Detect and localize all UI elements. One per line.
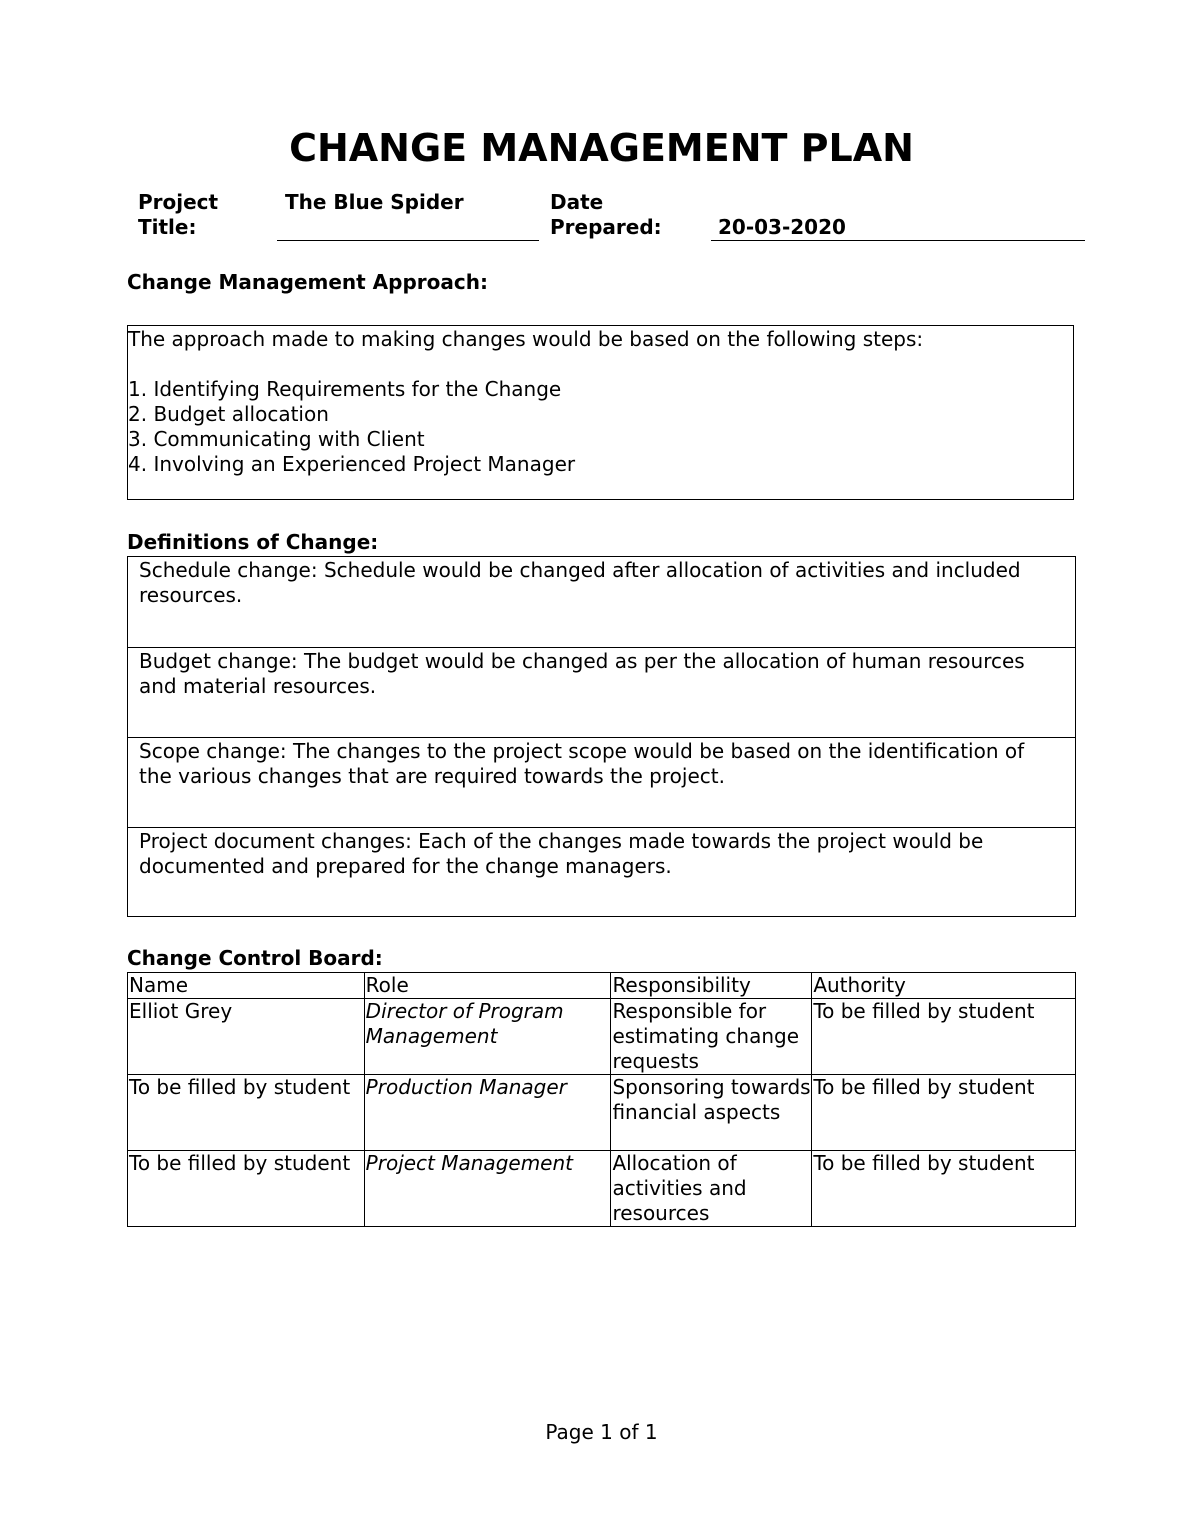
approach-intro: The approach made to making changes would be based on the following steps: xyxy=(128,327,924,351)
date-prepared-label-line-1: Date xyxy=(550,190,604,214)
table-row xyxy=(128,1075,1076,1151)
page-number: Page 1 of 1 xyxy=(545,1420,658,1444)
definitions-heading: Definitions of Change: xyxy=(127,530,379,554)
project-title-label xyxy=(138,190,218,240)
table-row xyxy=(128,999,1076,1075)
project-title-value: The Blue Spider xyxy=(285,190,464,214)
approach-heading: Change Management Approach: xyxy=(127,270,488,294)
approach-step: 4. Involving an Experienced Project Manager xyxy=(128,452,576,476)
definition-document-change: Project document changes: Each of the changes made towards the project would be documented and prepared for the change managers. xyxy=(128,827,1075,917)
cell-responsibility: Responsible for estimating change requests xyxy=(611,999,812,1075)
column-header-role: Role xyxy=(364,973,611,999)
cell-authority: To be filled by student xyxy=(812,1075,1076,1151)
cell-role: Project Management xyxy=(364,1151,611,1227)
approach-step: 3. Communicating with Client xyxy=(128,427,425,451)
definition-scope-change: Scope change: The changes to the project scope would be based on the identification of the various changes that are required towards the project. xyxy=(128,737,1075,827)
project-title-label-line-2: Title: xyxy=(138,215,197,239)
cell-responsibility: Allocation of activities and resources xyxy=(611,1151,812,1227)
cell-name: To be filled by student xyxy=(128,1075,365,1151)
definition-budget-change: Budget change: The budget would be changed as per the allocation of human resources and material resources. xyxy=(128,647,1075,737)
date-prepared-value: 20-03-2020 xyxy=(718,215,846,239)
cell-name: Elliot Grey xyxy=(128,999,365,1075)
cell-name: To be filled by student xyxy=(128,1151,365,1227)
project-title-label-line-1: Project xyxy=(138,190,219,214)
cell-authority: To be filled by student xyxy=(812,999,1076,1075)
date-prepared-label-line-2: Prepared: xyxy=(550,215,662,239)
ccb-heading: Change Control Board: xyxy=(127,946,383,970)
approach-step: 1. Identifying Requirements for the Change xyxy=(128,377,562,401)
column-header-responsibility: Responsibility xyxy=(611,973,812,999)
table-row xyxy=(128,1151,1076,1227)
definition-schedule-change: Schedule change: Schedule would be changed after allocation of activities and included resources. xyxy=(139,558,1021,607)
date-prepared-underline xyxy=(711,240,1085,241)
cell-authority: To be filled by student xyxy=(812,1151,1076,1227)
cell-role: Director of Program Management xyxy=(364,999,611,1075)
ccb-header-row xyxy=(128,973,1076,999)
cell-role: Production Manager xyxy=(364,1075,611,1151)
approach-box xyxy=(127,325,1074,500)
approach-step: 2. Budget allocation xyxy=(128,402,329,426)
column-header-authority: Authority xyxy=(812,973,1076,999)
column-header-name: Name xyxy=(128,973,365,999)
ccb-table xyxy=(127,972,1076,1227)
project-title-underline xyxy=(277,240,539,241)
definitions-box xyxy=(127,556,1076,917)
page-title: CHANGE MANAGEMENT PLAN xyxy=(289,126,914,170)
cell-responsibility: Sponsoring towards financial aspects xyxy=(611,1075,812,1151)
date-prepared-label xyxy=(550,190,662,240)
